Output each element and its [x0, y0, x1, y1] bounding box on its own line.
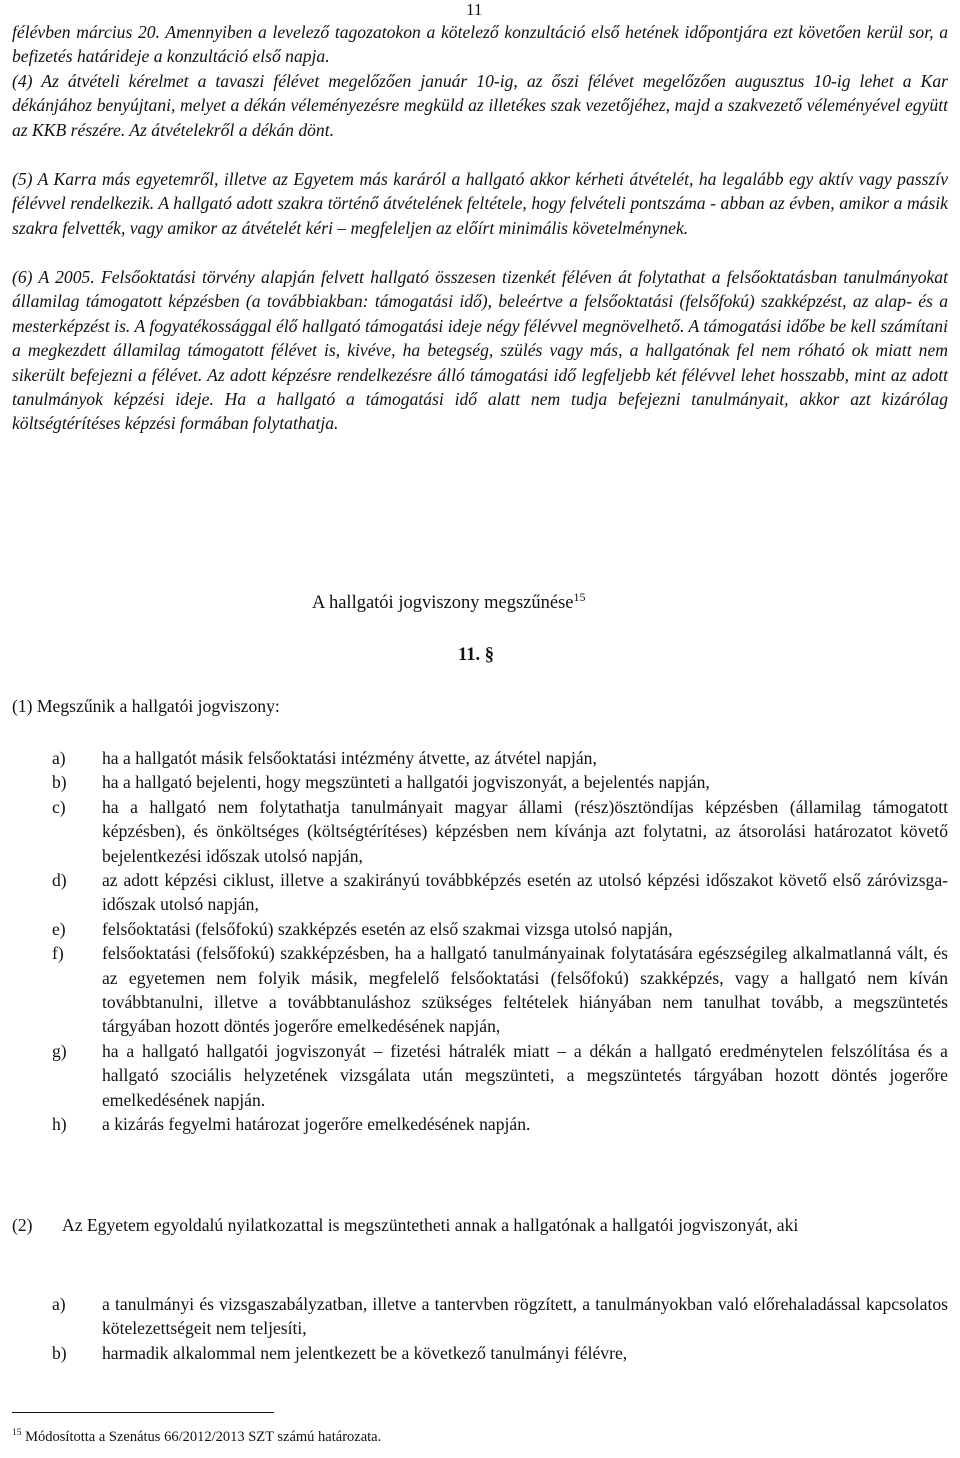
list-text: harmadik alkalommal nem jelentkezett be a következő tanulmányi félévre,	[102, 1342, 628, 1363]
section-title-text: A hallgatói jogviszony megszűnése	[312, 593, 574, 613]
list-item	[12, 868, 960, 917]
italic-paragraph-4	[12, 69, 948, 142]
list-text: ha a hallgatót másik felsőoktatási intézmény átvette, az átvétel napján,	[102, 748, 597, 768]
list-marker: f)	[52, 943, 64, 964]
italic-paragraph-continuation	[12, 20, 948, 69]
list-marker: a)	[52, 1294, 66, 1314]
paragraph-2-label: (2)	[12, 1215, 33, 1235]
paragraph-1-label: (1) Megszűnik a hallgatói jogviszony:	[12, 696, 280, 716]
list-text: a tanulmányi és vizsgaszabályzatban, illetve a tantervben rögzített, a tanulmányokban való előrehaladással kapcsolatos kötelezettségeit nem teljesíti,	[102, 1294, 948, 1339]
list-text: felsőoktatási (felsőfokú) szakképzés esetén az első szakmai vizsga utolsó napján,	[102, 918, 673, 939]
list-text: ha a hallgató bejelenti, hogy megszünteti a hallgatói jogviszonyát, a bejelentés napján,	[102, 772, 710, 793]
footnote-number: 15	[12, 1428, 22, 1438]
paragraph-2	[12, 1213, 948, 1237]
list-marker: b)	[52, 772, 67, 793]
text-line: (6) A 2005. Felsőoktatási törvény alapján felvett hallgató összesen tizenkét féléven át folytathat a felsőoktatásban tanulmányokat államilag támogatott képzésben (a továbbiakban: támogatási idő), beleértve a felsőoktatási (felsőfokú) szakképzést, az alap- és a mesterképzést is. A fogyatékossággal élő hallgató támogatási ideje négy félévvel megnövelhető. A támogatási időbe be kell számítani a megkezdett államilag támogatott félévet is, kivéve, ha betegség, szülés vagy más, a hallgatónak fel nem róható ok miatt nem sikerült befejezni a félévet. Az adott képzésre rendelkezésre álló támogatási idő legfeljebb két félévvel lehet hosszabb, mint az adott tanulmányok képzési ideje. Ha a hallgató a támogatási idő alatt nem tudja befejezni tanulmányait, akkor azt kizárólag költségtérítéses képzési formában folytathatja.	[12, 267, 948, 434]
list-marker: h)	[52, 1114, 67, 1135]
footnote-text: Módosította a Szenátus 66/2012/2013 SZT számú határozata.	[25, 1429, 382, 1445]
list-text: ha a hallgató hallgatói jogviszonyát – fizetési hátralék miatt – a dékán a hallgató eredménytelen felszólítása és a hallgató szociális helyzetének vizsgálata után megszünteti, a megszüntetés tárgyában hozott döntés jogerőre emelkedésének napján.	[102, 1040, 948, 1110]
paragraph-2-list	[12, 1292, 960, 1365]
list-item	[12, 795, 960, 868]
list-marker: g)	[52, 1040, 67, 1061]
list-text: az adott képzési ciklust, illetve a szakirányú továbbképzés esetén az utolsó képzési időszakot követő első záróvizsga-időszak utolsó napján,	[102, 870, 948, 915]
section-title	[312, 590, 586, 614]
list-marker: c)	[52, 796, 66, 817]
text-line: félévben március 20. Amennyiben a levelező tagozatokon a kötelező konzultáció első hetének időpontjára ezt követően kerül sor, a befizetés határideje a konzultáció első napja.	[12, 22, 948, 67]
list-item	[12, 917, 960, 941]
list-item	[12, 1292, 960, 1341]
list-marker: b)	[52, 1342, 67, 1363]
list-item	[12, 770, 960, 794]
footnote-ref[interactable]: 15	[573, 590, 586, 604]
italic-paragraph-6	[12, 265, 948, 436]
list-text: a kizárás fegyelmi határozat jogerőre emelkedésének napján.	[102, 1114, 531, 1135]
text-line: (4) Az átvételi kérelmet a tavaszi félévet megelőzően január 10-ig, az őszi félévet megelőzően augusztus 10-ig lehet a Kar dékánjához benyújtani, melyet a dékán véleményezésre megküld az illetékes szak vezetőjéhez, majd a szakvezető véleményével együtt az KKB részére. Az átvételekről a dékán dönt.	[12, 71, 948, 140]
page-number: 11	[466, 0, 483, 19]
list-item	[12, 746, 960, 770]
list-text: ha a hallgató nem folytathatja tanulmányait magyar állami (rész)ösztöndíjas képzésben (államilag támogatott képzésben), és önköltséges (költségtérítéses) képzésben nem kívánja azt folytatni, az átsorolási határozatot követő bejelentkezési időszak utolsó napján,	[102, 796, 948, 866]
section-number: 11. §	[458, 645, 494, 665]
italic-paragraph-5	[12, 167, 948, 240]
list-text: felsőoktatási (felsőfokú) szakképzésben, ha a hallgató tanulmányainak folytatására egészségileg alkalmatlanná vált, és az egyetemen nem folyik másik, megfelelő felsőoktatási (felsőfokú) szakképzés, vagy a hallgató nem kíván továbbtanulni, illetve a továbbtanuláshoz szükséges feltételek hiányában nem tanulhat tovább, a megszüntetés tárgyában hozott döntés jogerőre emelkedésének napján,	[102, 943, 948, 1037]
list-marker: a)	[52, 748, 66, 768]
footnote-divider	[12, 1412, 274, 1413]
paragraph-2-text: Az Egyetem egyoldalú nyilatkozattal is megszüntetheti annak a hallgatónak a hallgatói jogviszonyát, aki	[62, 1215, 799, 1235]
list-marker: e)	[52, 918, 66, 939]
list-marker: d)	[52, 870, 67, 891]
list-item	[12, 941, 960, 1039]
list-item	[12, 1039, 960, 1112]
text-line: (5) A Karra más egyetemről, illetve az Egyetem más karáról a hallgató akkor kérheti átvételét, ha legalább egy aktív vagy passzív félévvel rendelkezik. A hallgató adott szakra történő átvételének feltétele, hogy felvételi pontszáma - abban az évben, amikor a másik szakra felvették, vagy amikor az átvételét kéri – megfeleljen az előírt minimális követelménynek.	[12, 169, 948, 238]
footnote	[12, 1428, 381, 1446]
list-item	[12, 1112, 960, 1136]
list-item	[12, 1341, 960, 1365]
paragraph-1-list	[12, 746, 960, 1137]
